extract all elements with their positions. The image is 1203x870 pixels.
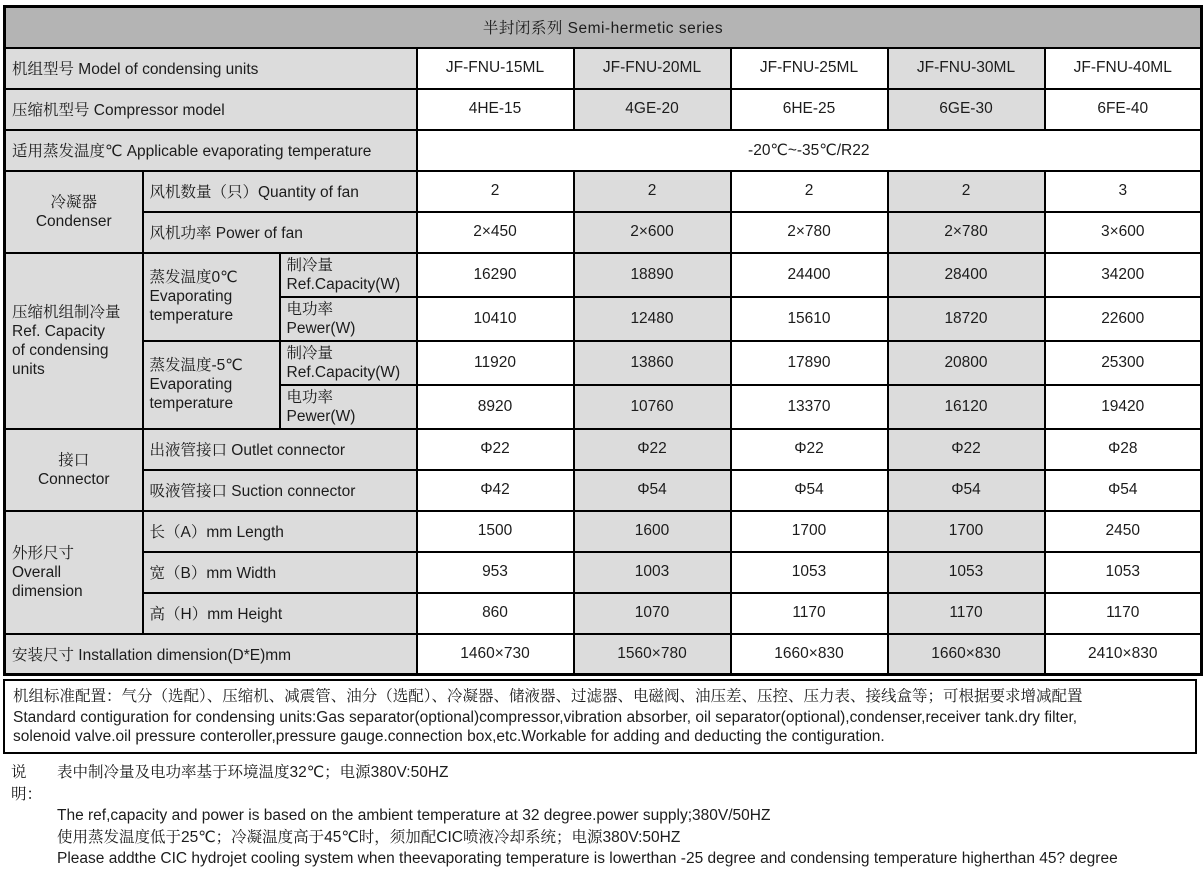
row-label-suction: 吸液管接口 Suction connector (143, 470, 417, 511)
model-cell: JF-FNU-30ML (888, 48, 1045, 89)
length-cell: 1500 (417, 511, 574, 552)
height-cell: 1170 (1045, 593, 1202, 634)
suction-cell: Φ54 (731, 470, 888, 511)
group-label-condenser-cn: 冷凝器 (50, 193, 97, 211)
suction-cell: Φ42 (417, 470, 574, 511)
row-label-fan-qty: 风机数量（只）Quantity of fan (143, 171, 417, 212)
ref0-cell: 28400 (888, 253, 1045, 297)
outlet-cell: Φ22 (574, 429, 731, 470)
ref-capacity-label-en: Ref.Capacity(W) (286, 275, 401, 293)
fan-qty-cell: 2 (417, 171, 574, 212)
group-label-dimension-cn: 外形尺寸 (12, 544, 75, 562)
installation-cell: 1560×780 (574, 634, 731, 675)
group-label-condenser (5, 171, 143, 253)
group-label-dimension-en: Overall (12, 563, 62, 581)
model-cell: JF-FNU-40ML (1045, 48, 1202, 89)
installation-cell: 2410×830 (1045, 634, 1202, 675)
installation-cell: 1660×830 (731, 634, 888, 675)
fan-power-cell: 2×600 (574, 212, 731, 253)
compressor-cell: 6HE-25 (731, 89, 888, 130)
ref0-cell: 16290 (417, 253, 574, 297)
width-cell: 1053 (888, 552, 1045, 593)
group-label-capacity-en: of condensing (12, 341, 109, 359)
spec-table (3, 5, 1203, 676)
fan-qty-cell: 2 (574, 171, 731, 212)
compressor-cell: 4HE-15 (417, 89, 574, 130)
fan-qty-cell: 2 (888, 171, 1045, 212)
power5-cell: 10760 (574, 385, 731, 429)
row-label-power (280, 297, 417, 341)
power0-cell: 12480 (574, 297, 731, 341)
ref5-cell: 25300 (1045, 341, 1202, 385)
row-label-fan-power: 风机功率 Power of fan (143, 212, 417, 253)
width-cell: 1053 (731, 552, 888, 593)
evap-temp-value: -20℃~-35℃/R22 (417, 130, 1202, 171)
remark-line: The ref,capacity and power is based on the ambient temperature at 32 degree.power supply;380V/50HZ (57, 807, 771, 824)
row-label-compressor: 压缩机型号 Compressor model (5, 89, 417, 130)
group-label-connector-en: Connector (37, 470, 110, 488)
row-label-evap-temp: 适用蒸发温度℃ Applicable evaporating temperature (5, 130, 417, 171)
compressor-cell: 4GE-20 (574, 89, 731, 130)
row-label-ref-capacity (280, 253, 417, 297)
length-cell: 1700 (888, 511, 1045, 552)
group-label-connector-cn: 接口 (58, 451, 90, 469)
power5-cell: 16120 (888, 385, 1045, 429)
sub-label-evap5-en: temperature (149, 395, 234, 412)
width-cell: 1003 (574, 552, 731, 593)
power5-cell: 19420 (1045, 385, 1202, 429)
fan-power-cell: 2×450 (417, 212, 574, 253)
ref0-cell: 18890 (574, 253, 731, 297)
ref5-cell: 17890 (731, 341, 888, 385)
height-cell: 1170 (731, 593, 888, 634)
row-label-width: 宽（B）mm Width (143, 552, 417, 593)
sub-label-evap5 (143, 341, 280, 429)
sub-label-evap5-cn: 蒸发温度-5℃ (149, 357, 243, 374)
ref5-cell: 11920 (417, 341, 574, 385)
group-label-condenser-en: Condenser (35, 212, 112, 230)
remark-line: 使用蒸发温度低于25℃；冷凝温度高于45℃时，须加配CIC喷液冷却系统；电源380V:50HZ (57, 828, 681, 846)
row-label-installation: 安装尺寸 Installation dimension(D*E)mm (5, 634, 417, 675)
row-label-outlet: 出液管接口 Outlet connector (143, 429, 417, 470)
ref0-cell: 24400 (731, 253, 888, 297)
height-cell: 1070 (574, 593, 731, 634)
fan-qty-cell: 2 (731, 171, 888, 212)
power5-cell: 13370 (731, 385, 888, 429)
length-cell: 1700 (731, 511, 888, 552)
power0-cell: 22600 (1045, 297, 1202, 341)
installation-cell: 1460×730 (417, 634, 574, 675)
config-note-en: solenoid valve.oil pressure conteroller,pressure gauge.connection box,etc.Workable for adding and deducting the contiguration. (13, 728, 885, 745)
installation-cell: 1660×830 (888, 634, 1045, 675)
ref-capacity-label-cn: 制冷量 (286, 344, 334, 362)
outlet-cell: Φ22 (731, 429, 888, 470)
group-label-dimension (5, 511, 143, 634)
power0-cell: 18720 (888, 297, 1045, 341)
width-cell: 953 (417, 552, 574, 593)
row-label-power (280, 385, 417, 429)
suction-cell: Φ54 (1045, 470, 1202, 511)
fan-qty-cell: 3 (1045, 171, 1202, 212)
power0-cell: 15610 (731, 297, 888, 341)
fan-power-cell: 3×600 (1045, 212, 1202, 253)
ref0-cell: 34200 (1045, 253, 1202, 297)
power-label-en: Pewer(W) (286, 407, 356, 425)
length-cell: 2450 (1045, 511, 1202, 552)
power-label-cn: 电功率 (286, 300, 334, 318)
group-label-capacity-en: units (12, 360, 45, 378)
sub-label-evap0 (143, 253, 280, 341)
power5-cell: 8920 (417, 385, 574, 429)
power0-cell: 10410 (417, 297, 574, 341)
sub-label-evap0-en: temperature (149, 307, 234, 324)
group-label-dimension-en: dimension (12, 582, 83, 600)
group-label-capacity (5, 253, 143, 429)
sub-label-evap0-en: Evaporating (149, 288, 233, 305)
height-cell: 860 (417, 593, 574, 634)
remark-line: 表中制冷量及电功率基于环境温度32℃；电源380V:50HZ (57, 764, 449, 781)
model-cell: JF-FNU-25ML (731, 48, 888, 89)
remark-line: Please addthe CIC hydrojet cooling system when theevaporating temperature is lowerthan -25 degree and condensing temperature higherthan 45? degree (57, 850, 1118, 867)
width-cell: 1053 (1045, 552, 1202, 593)
remarks-prefix: 说明： (11, 764, 43, 803)
fan-power-cell: 2×780 (731, 212, 888, 253)
height-cell: 1170 (888, 593, 1045, 634)
suction-cell: Φ54 (888, 470, 1045, 511)
ref5-cell: 20800 (888, 341, 1045, 385)
remarks (3, 754, 1197, 870)
power-label-cn: 电功率 (286, 388, 334, 406)
config-note-en: Standard contiguration for condensing units:Gas separator(optional)compressor,vibration absorber, oil separator(optional),condenser,receiver tank.dry filter, (13, 709, 1078, 726)
ref5-cell: 13860 (574, 341, 731, 385)
power-label-en: Pewer(W) (286, 319, 356, 337)
outlet-cell: Φ22 (888, 429, 1045, 470)
suction-cell: Φ54 (574, 470, 731, 511)
row-label-model: 机组型号 Model of condensing units (5, 48, 417, 89)
row-label-height: 高（H）mm Height (143, 593, 417, 634)
row-label-length: 长（A）mm Length (143, 511, 417, 552)
row-label-ref-capacity (280, 341, 417, 385)
config-note-cn: 机组标准配置：气分（选配）、压缩机、减震管、油分（选配）、冷凝器、储液器、过滤器、电磁阀、油压差、压控、压力表、接线盒等；可根据要求增减配置 (13, 688, 1083, 705)
outlet-cell: Φ28 (1045, 429, 1202, 470)
table-title: 半封闭系列 Semi-hermetic series (5, 7, 1202, 48)
sub-label-evap5-en: Evaporating (149, 376, 233, 393)
ref-capacity-label-cn: 制冷量 (286, 256, 334, 274)
fan-power-cell: 2×780 (888, 212, 1045, 253)
model-cell: JF-FNU-20ML (574, 48, 731, 89)
compressor-cell: 6GE-30 (888, 89, 1045, 130)
outlet-cell: Φ22 (417, 429, 574, 470)
group-label-capacity-en: Ref. Capacity (12, 322, 106, 340)
sub-label-evap0-cn: 蒸发温度0℃ (149, 269, 238, 286)
compressor-cell: 6FE-40 (1045, 89, 1202, 130)
group-label-connector (5, 429, 143, 511)
standard-configuration-note (3, 679, 1197, 754)
model-cell: JF-FNU-15ML (417, 48, 574, 89)
ref-capacity-label-en: Ref.Capacity(W) (286, 363, 401, 381)
length-cell: 1600 (574, 511, 731, 552)
group-label-capacity-cn: 压缩机组制冷量 (12, 303, 121, 321)
